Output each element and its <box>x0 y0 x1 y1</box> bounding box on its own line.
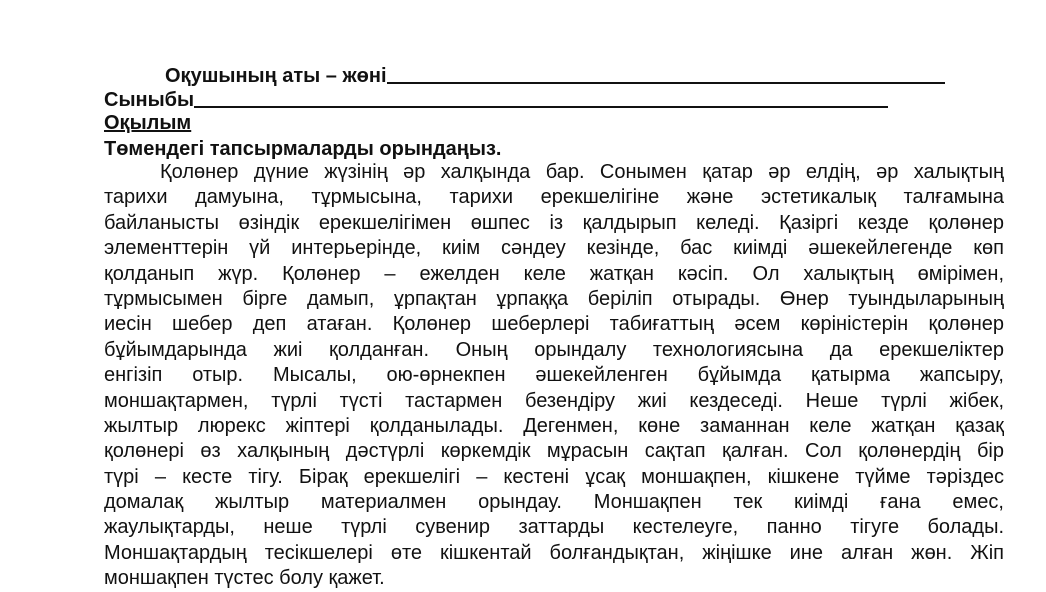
student-name-blank <box>387 82 945 84</box>
class-blank <box>194 106 888 108</box>
text-line: бұйымдарында жиі қолданған. Оның орындалу технологиясына да ерекшеліктер <box>104 338 1004 361</box>
class-label: Сыныбы <box>104 89 195 111</box>
text-line: моншақтармен, түрлі түсті тастармен безендіру жиі кездеседі. Неше түрлі жібек, <box>104 389 1004 412</box>
text-line: домалақ жылтыр материалмен орындау. Моншақпен тек киімді ғана емес, <box>104 491 1004 514</box>
text-line: тұрмысымен бірге дамып, ұрпақтан ұрпаққа беріліп отырады. Өнер туындыларының <box>104 287 1004 310</box>
task-instruction: Төмендегі тапсырмаларды орындаңыз. <box>104 138 502 160</box>
text-line: элементтерін үй интерьерінде, киім сәндеу кезінде, бас киімді әшекейлегенде көп <box>104 237 1004 260</box>
text-line: Моншақтардың тесікшелері өте кішкентай болғандықтан, жіңішке ине алған жөн. Жіп <box>104 541 1004 564</box>
text-line: түрі – кесте тігу. Бірақ ерекшелігі – кестені ұсақ моншақпен, кішкене түйме тәріздес <box>104 465 1004 488</box>
class-field <box>104 86 888 112</box>
text-line: қолданып жүр. Қолөнер – ежелден келе жатқан кәсіп. Ол халықтың өмірімен, <box>104 262 1004 285</box>
student-name-label: Оқушының аты – жөні <box>165 65 387 87</box>
text-line: моншақпен түстес болу қажет. <box>104 567 385 590</box>
student-name-field <box>165 60 945 88</box>
text-line: енгізіп отыр. Мысалы, ою-өрнекпен әшекейленген бұйымда қатырма жапсыру, <box>104 364 1004 387</box>
reading-text <box>104 160 1004 592</box>
text-line: байланысты өзіндік ерекшелігімен өшпес із қалдырып келеді. Қазіргі кезде қолөнер <box>104 211 1004 234</box>
text-line: жаулықтарды, неше түрлі сувенир заттарды кестелеуге, панно тігуге болады. <box>104 516 1004 539</box>
text-line: иесін шебер деп атаған. Қолөнер шеберлері табиғаттың әсем көріністерін қолөнер <box>104 313 1004 336</box>
text-line: қолөнері өз халқының дәстүрлі көркемдік мұрасын сақтап қалған. Сол қолөнердің бір <box>104 440 1004 463</box>
section-title: Оқылым <box>104 112 192 134</box>
text-line: жылтыр люрекс жіптері қолданылады. Дегенмен, көне заманнан келе жатқан қазақ <box>104 414 1004 437</box>
text-line: тарихи дамуына, тұрмысына, тарихи ерекшелігіне және эстетикалық талғамына <box>104 186 1004 209</box>
text-line: Қолөнер дүние жүзінің әр халқында бар. Сонымен қатар әр елдің, әр халықтың <box>160 161 1004 183</box>
